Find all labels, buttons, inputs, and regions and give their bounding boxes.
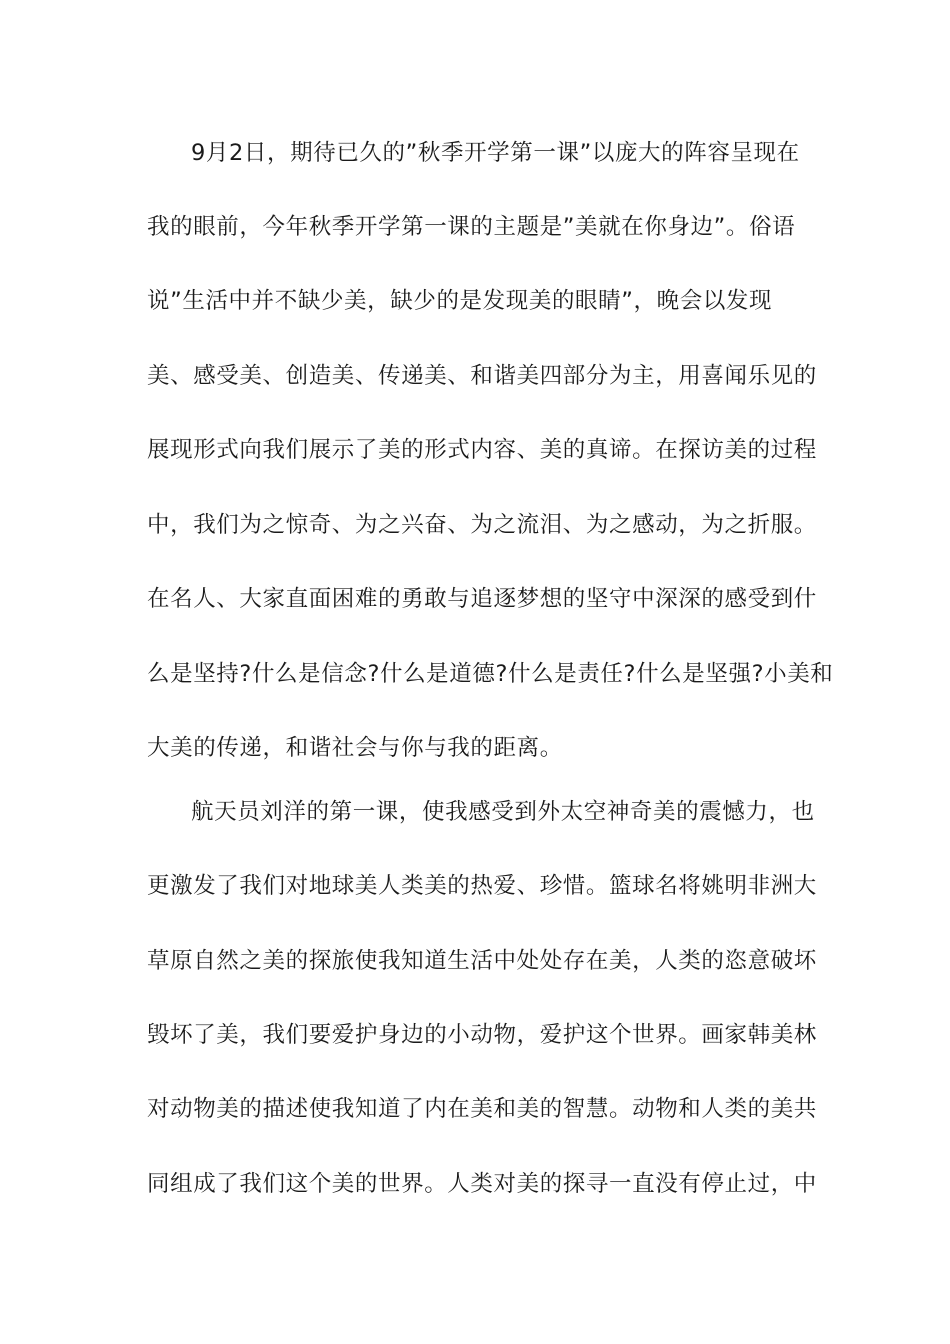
text-line: 美、感受美、创造美、传递美、和谐美四部分为主，用喜闻乐见的 <box>147 363 817 389</box>
text-line: 航天员刘洋的第一课，使我感受到外太空神奇美的震憾力，也 <box>191 799 815 825</box>
text-line: 说”生活中并不缺少美，缺少的是发现美的眼睛”，晚会以发现 <box>147 288 773 314</box>
text-line: 毁坏了美，我们要爱护身边的小动物，爱护这个世界。画家韩美林 <box>147 1022 817 1048</box>
text-line: 9月2日，期待已久的”秋季开学第一课”以庞大的阵容呈现在 <box>191 140 800 166</box>
text-line: 么是坚持?什么是信念?什么是道德?什么是责任?什么是坚强?小美和 <box>147 661 834 687</box>
text-line: 在名人、大家直面困难的勇敢与追逐梦想的坚守中深深的感受到什 <box>147 586 817 612</box>
text-line: 我的眼前，今年秋季开学第一课的主题是”美就在你身边”。俗语 <box>147 214 796 240</box>
text-line: 展现形式向我们展示了美的形式内容、美的真谛。在探访美的过程 <box>147 437 817 463</box>
text-line: 更激发了我们对地球美人类美的热爱、珍惜。篮球名将姚明非洲大 <box>147 873 817 899</box>
text-line: 对动物美的描述使我知道了内在美和美的智慧。动物和人类的美共 <box>147 1096 817 1122</box>
text-line: 同组成了我们这个美的世界。人类对美的探寻一直没有停止过，中 <box>147 1171 817 1197</box>
text-line: 大美的传递，和谐社会与你与我的距离。 <box>147 735 563 761</box>
text-line: 中，我们为之惊奇、为之兴奋、为之流泪、为之感动，为之折服。 <box>147 512 817 538</box>
text-line: 草原自然之美的探旅使我知道生活中处处存在美，人类的恣意破坏 <box>147 948 817 974</box>
